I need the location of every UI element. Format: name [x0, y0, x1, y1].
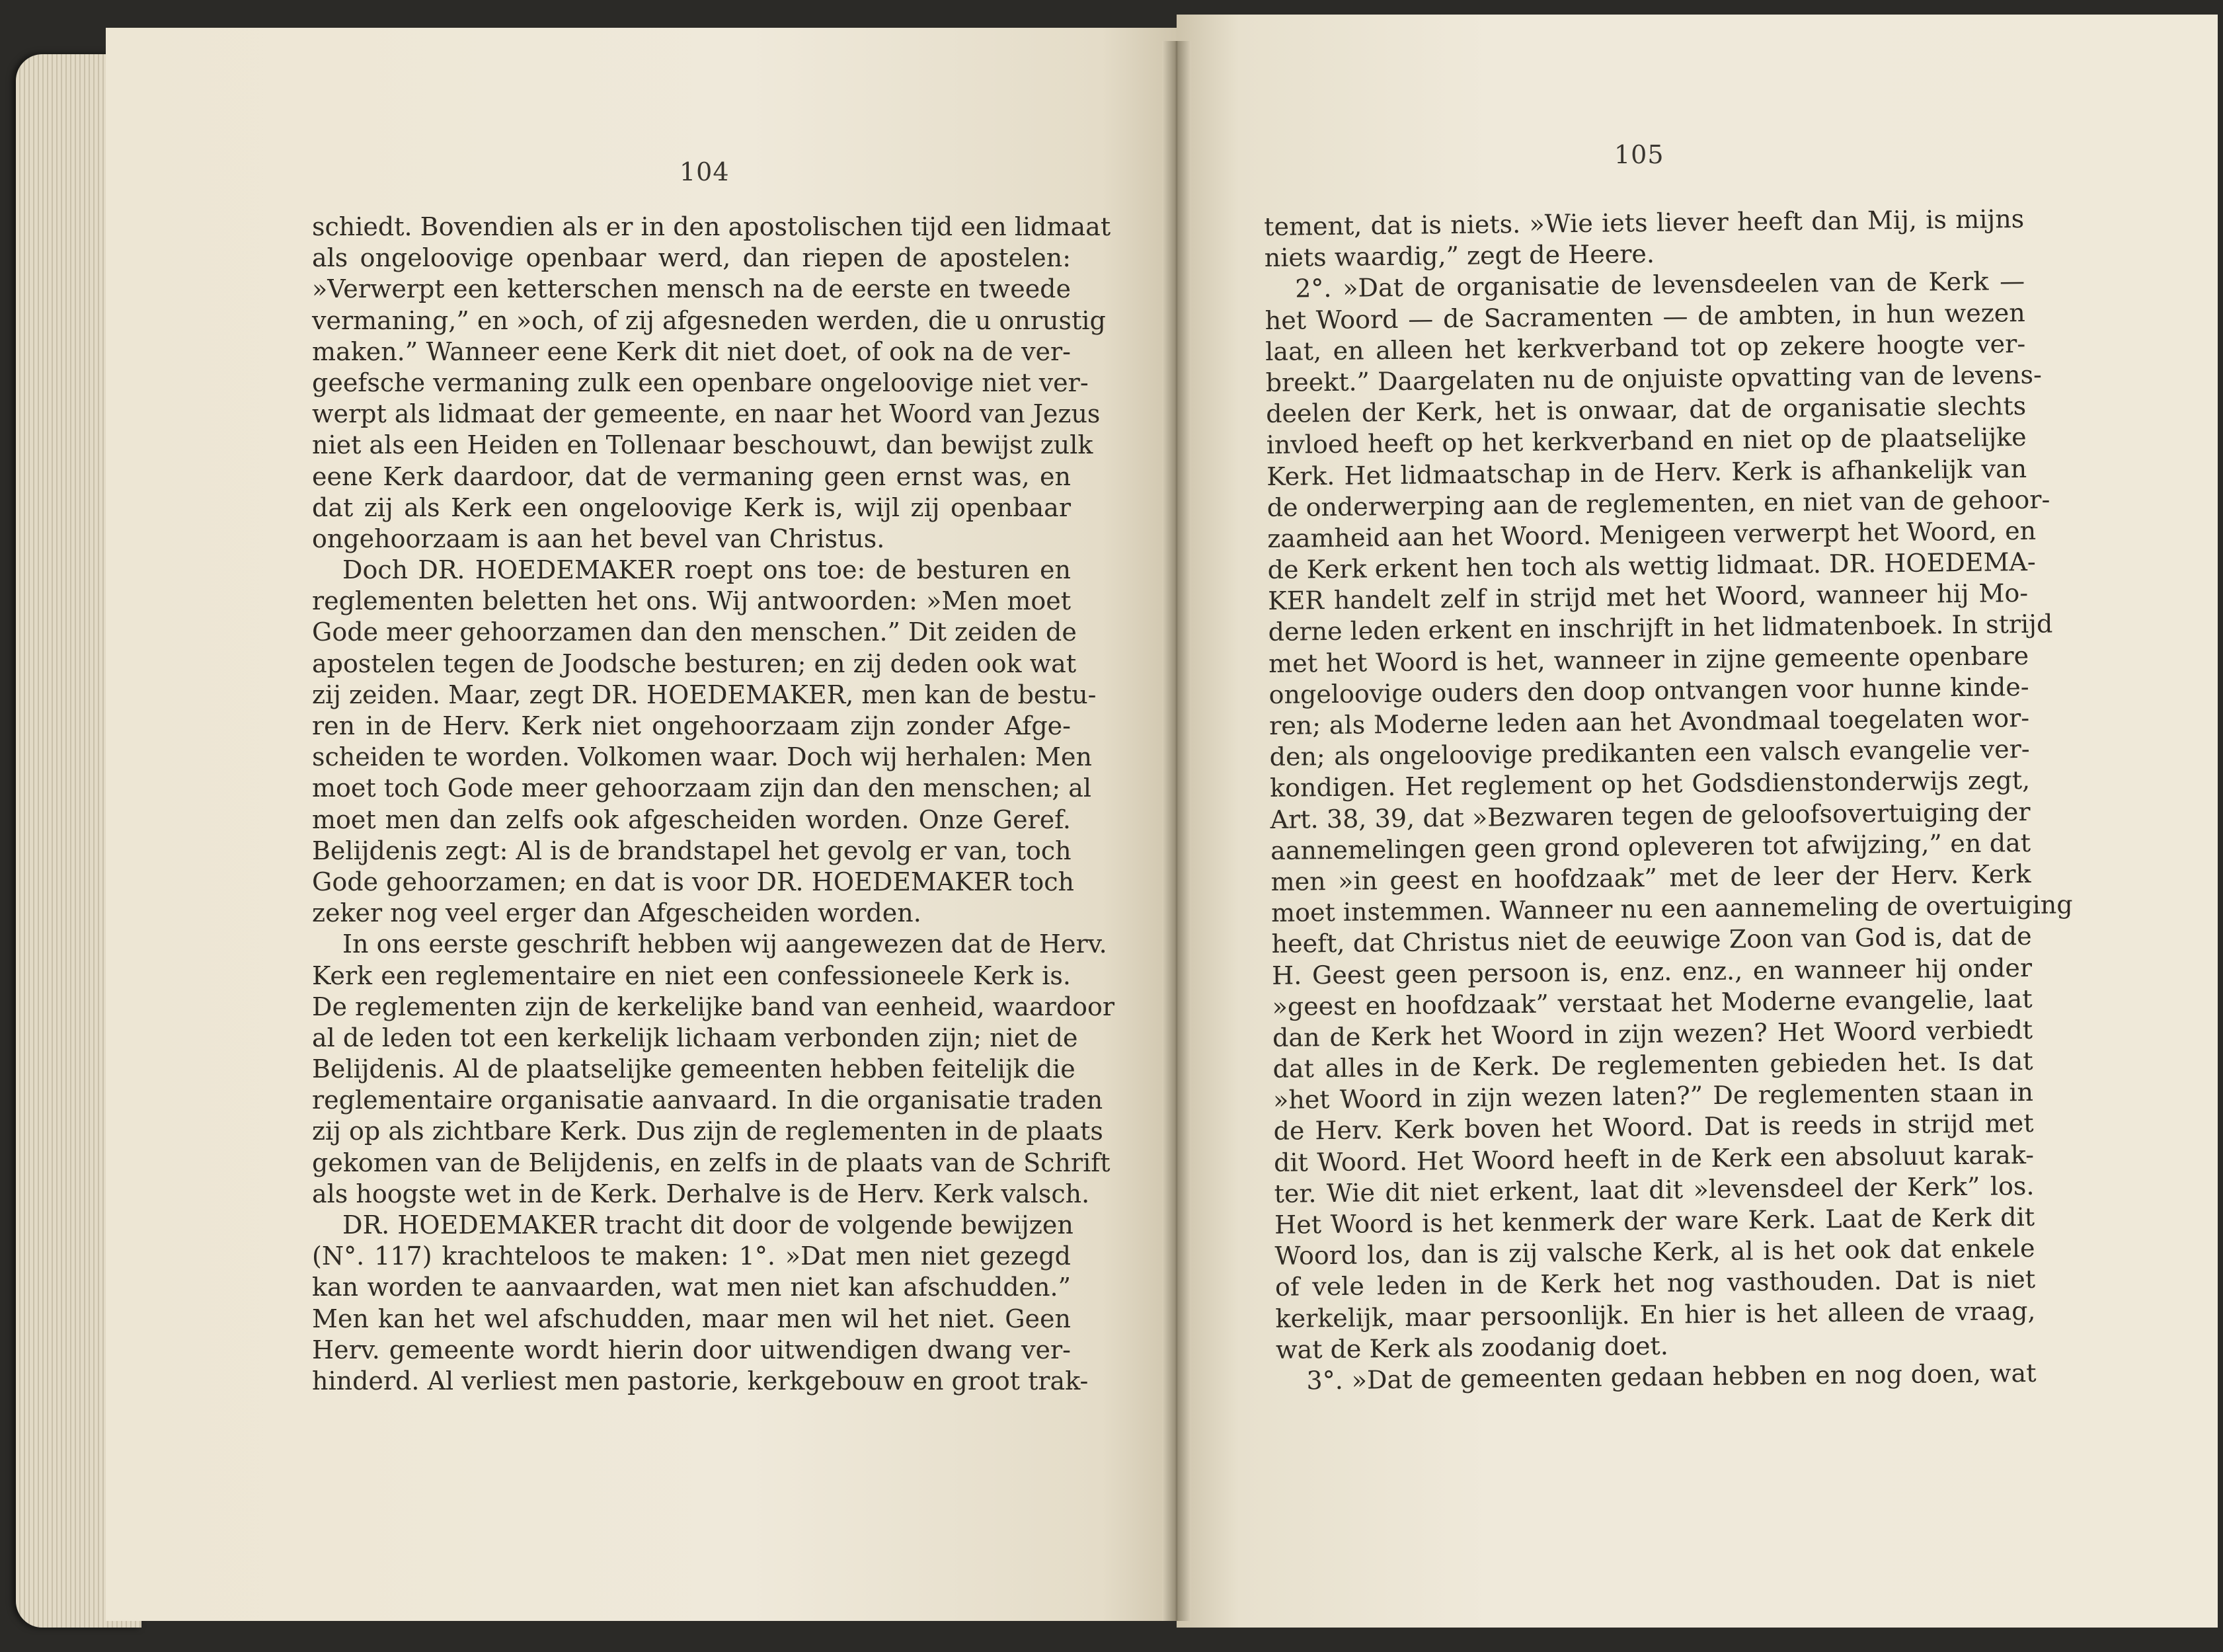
- text-line: gekomen van de Belijdenis, en zelfs in de plaats van de Schrift: [312, 1148, 1111, 1177]
- text-line: de Kerk erkent hen toch als wettig lidmaat. DR. HOEDEMA-: [1267, 547, 2036, 585]
- text-line: Kerk. Het lidmaatschap in de Herv. Kerk is afhankelijk van: [1266, 453, 2027, 491]
- text-line: KER handelt zelf in strijd met het Woord, wanneer hij Mo-: [1267, 578, 2029, 616]
- text-line: »geest en hoofdzaak” verstaat het Moderne evangelie, laat: [1272, 984, 2033, 1021]
- text-line: de onderwerping aan de reglementen, en niet van de gehoor-: [1267, 485, 2050, 522]
- text-line: moet instemmen. Wanneer nu een aannemeling de overtuiging: [1270, 890, 2073, 928]
- text-line: dat alles in de Kerk. De reglementen gebieden het. Is dat: [1272, 1046, 2033, 1083]
- text-line: (N°. 117) krachteloos te maken: 1°. »Dat men niet gezegd: [312, 1241, 1071, 1271]
- page-number-right: 105: [1614, 140, 1664, 169]
- text-line: Art. 38, 39, dat »Bezwaren tegen de geloofsovertuiging der: [1270, 797, 2031, 834]
- book-spread: [7, 15, 2218, 1628]
- text-line: aannemelingen geen grond opleveren tot afwijzing,” en dat: [1270, 828, 2031, 865]
- text-line: 3°. »Dat de gemeenten gedaan hebben en nog doen, wat: [1306, 1358, 2037, 1396]
- text-line: dit Woord. Het Woord heeft in de Kerk een absoluut karak-: [1273, 1140, 2035, 1177]
- text-line: Doch DR. HOEDEMAKER roept ons toe: de besturen en: [342, 555, 1071, 585]
- text-line: maken.” Wanneer eene Kerk dit niet doet, of ook na de ver-: [312, 336, 1071, 366]
- text-line: het Woord — de Sacramenten — de ambten, in hun wezen: [1265, 297, 2025, 335]
- text-line: invloed heeft op het kerkverband en niet op de plaatselijke: [1266, 422, 2027, 460]
- text-line: Kerk een reglementaire en niet een confessioneele Kerk is.: [312, 961, 1071, 990]
- right-page: [1177, 15, 2218, 1628]
- text-line: de Herv. Kerk boven het Woord. Dat is reeds in strijd met: [1273, 1109, 2034, 1146]
- text-line: breekt.” Daargelaten nu de onjuiste opvatting van de levens-: [1265, 360, 2043, 397]
- text-line: ren in de Herv. Kerk niet ongehoorzaam zijn zonder Afge-: [312, 711, 1071, 740]
- text-line: De reglementen zijn de kerkelijke band van eenheid, waardoor: [312, 992, 1115, 1021]
- text-line: Belijdenis. Al de plaatselijke gemeenten hebben feitelijk die: [312, 1054, 1075, 1084]
- text-line: Gode meer gehoorzamen dan den menschen.” Dit zeiden de: [312, 617, 1077, 647]
- text-line: Woord los, dan is zij valsche Kerk, al is het ook dat enkele: [1274, 1234, 2035, 1271]
- text-line: In ons eerste geschrift hebben wij aangewezen dat de Herv.: [342, 929, 1107, 959]
- left-page: [106, 28, 1177, 1621]
- text-line: »Verwerpt een ketterschen mensch na de eerste en tweede: [312, 274, 1071, 304]
- text-line: als hoogste wet in de Kerk. Derhalve is de Herv. Kerk valsch.: [312, 1179, 1090, 1208]
- text-line: »het Woord in zijn wezen laten?” De reglementen staan in: [1272, 1078, 2034, 1115]
- text-line: geefsche vermaning zulk een openbare ongeloovige niet ver-: [312, 368, 1089, 397]
- text-line: den; als ongeloovige predikanten een valsch evangelie ver-: [1269, 734, 2030, 772]
- text-line: hinderd. Al verliest men pastorie, kerkgebouw en groot trak-: [312, 1366, 1089, 1396]
- text-line: tement, dat is niets. »Wie iets liever heeft dan Mij, is mijns: [1264, 204, 2025, 241]
- text-line: laat, en alleen het kerkverband tot op zekere hoogte ver-: [1265, 329, 2026, 366]
- text-line: zeker nog veel erger dan Afgescheiden worden.: [312, 898, 921, 928]
- text-line: moet men dan zelfs ook afgescheiden worden. Onze Geref.: [312, 805, 1071, 834]
- text-line: eene Kerk daardoor, dat de vermaning geen ernst was, en: [312, 461, 1071, 491]
- text-line: reglementaire organisatie aanvaard. In die organisatie traden: [312, 1085, 1103, 1115]
- text-line: kondigen. Het reglement op het Godsdienstonderwijs zegt,: [1269, 766, 2031, 803]
- text-line: Gode gehoorzamen; en dat is voor DR. HOEDEMAKER toch: [312, 867, 1075, 896]
- text-line: Het Woord is het kenmerk der ware Kerk. Laat de Kerk dit: [1274, 1202, 2035, 1239]
- book-gutter: [1162, 41, 1191, 1621]
- text-line: als ongeloovige openbaar werd, dan riepen de apostelen:: [312, 243, 1071, 273]
- text-line: 2°. »Dat de organisatie de levensdeelen van de Kerk —: [1294, 266, 2025, 303]
- text-line: apostelen tegen de Joodsche besturen; en zij deden ook wat: [312, 649, 1077, 678]
- text-line: of vele leden in de Kerk het nog vasthouden. Dat is niet: [1274, 1265, 2036, 1302]
- text-line: reglementen beletten het ons. Wij antwoorden: »Men moet: [312, 586, 1071, 616]
- text-line: DR. HOEDEMAKER tracht dit door de volgende bewijzen: [342, 1210, 1073, 1239]
- left-page-text: [312, 212, 1115, 1397]
- text-line: Herv. gemeente wordt hierin door uitwendigen dwang ver-: [312, 1335, 1071, 1364]
- text-line: zij zeiden. Maar, zegt DR. HOEDEMAKER, men kan de bestu-: [312, 680, 1097, 709]
- text-line: al de leden tot een kerkelijk lichaam verbonden zijn; niet de: [312, 1023, 1078, 1052]
- text-line: men »in geest en hoofdzaak” met de leer der Herv. Kerk: [1270, 859, 2031, 896]
- text-line: ren; als Moderne leden aan het Avondmaal toegelaten wor-: [1268, 703, 2030, 740]
- text-line: niet als een Heiden en Tollenaar beschouwt, dan bewijst zulk: [312, 430, 1093, 460]
- text-line: vermaning,” en »och, of zij afgesneden werden, die u onrustig: [312, 305, 1106, 335]
- text-line: scheiden te worden. Volkomen waar. Doch wij herhalen: Men: [312, 742, 1092, 772]
- text-line: dat zij als Kerk een ongeloovige Kerk is, wijl zij openbaar: [312, 492, 1071, 522]
- text-line: kerkelijk, maar persoonlijk. En hier is het alleen de vraag,: [1275, 1296, 2036, 1333]
- text-line: Belijdenis zegt: Al is de brandstapel het gevolg er van, toch: [312, 836, 1072, 865]
- text-line: deelen der Kerk, het is onwaar, dat de organisatie slechts: [1265, 391, 2027, 429]
- text-line: Men kan het wel afschudden, maar men wil het niet. Geen: [312, 1304, 1071, 1333]
- text-line: H. Geest geen persoon is, enz. enz., en wanneer hij onder: [1271, 953, 2033, 990]
- text-line: werpt als lidmaat der gemeente, en naar het Woord van Jezus: [312, 399, 1101, 429]
- page-number-left: 104: [680, 157, 730, 186]
- text-line: heeft, dat Christus niet de eeuwige Zoon van God is, dat de: [1271, 922, 2032, 959]
- text-line: niets waardig,” zegt de Heere.: [1264, 239, 1655, 273]
- text-line: schiedt. Bovendien als er in den apostolischen tijd een lidmaat: [312, 212, 1111, 241]
- text-line: ongehoorzaam is aan het bevel van Christus.: [312, 524, 885, 553]
- text-line: kan worden te aanvaarden, wat men niet kan afschudden.”: [312, 1273, 1071, 1302]
- text-line: moet toch Gode meer gehoorzaam zijn dan den menschen; al: [312, 773, 1092, 803]
- text-line: zij op als zichtbare Kerk. Dus zijn de reglementen in de plaats: [312, 1117, 1103, 1146]
- right-page-text: [1264, 204, 2073, 1397]
- text-line: ter. Wie dit niet erkent, laat dit »levensdeel der Kerk” los.: [1274, 1171, 2035, 1208]
- text-line: wat de Kerk als zoodanig doet.: [1275, 1331, 1669, 1364]
- text-line: zaamheid aan het Woord. Menigeen verwerpt het Woord, en: [1267, 516, 2037, 553]
- text-line: dan de Kerk het Woord in zijn wezen? Het Woord verbiedt: [1272, 1015, 2033, 1052]
- text-line: met het Woord is het, wanneer in zijne gemeente openbare: [1268, 641, 2029, 678]
- text-line: derne leden erkent en inschrijft in het lidmatenboek. In strijd: [1268, 609, 2053, 647]
- text-line: ongeloovige ouders den doop ontvangen voor hunne kinde-: [1268, 672, 2029, 709]
